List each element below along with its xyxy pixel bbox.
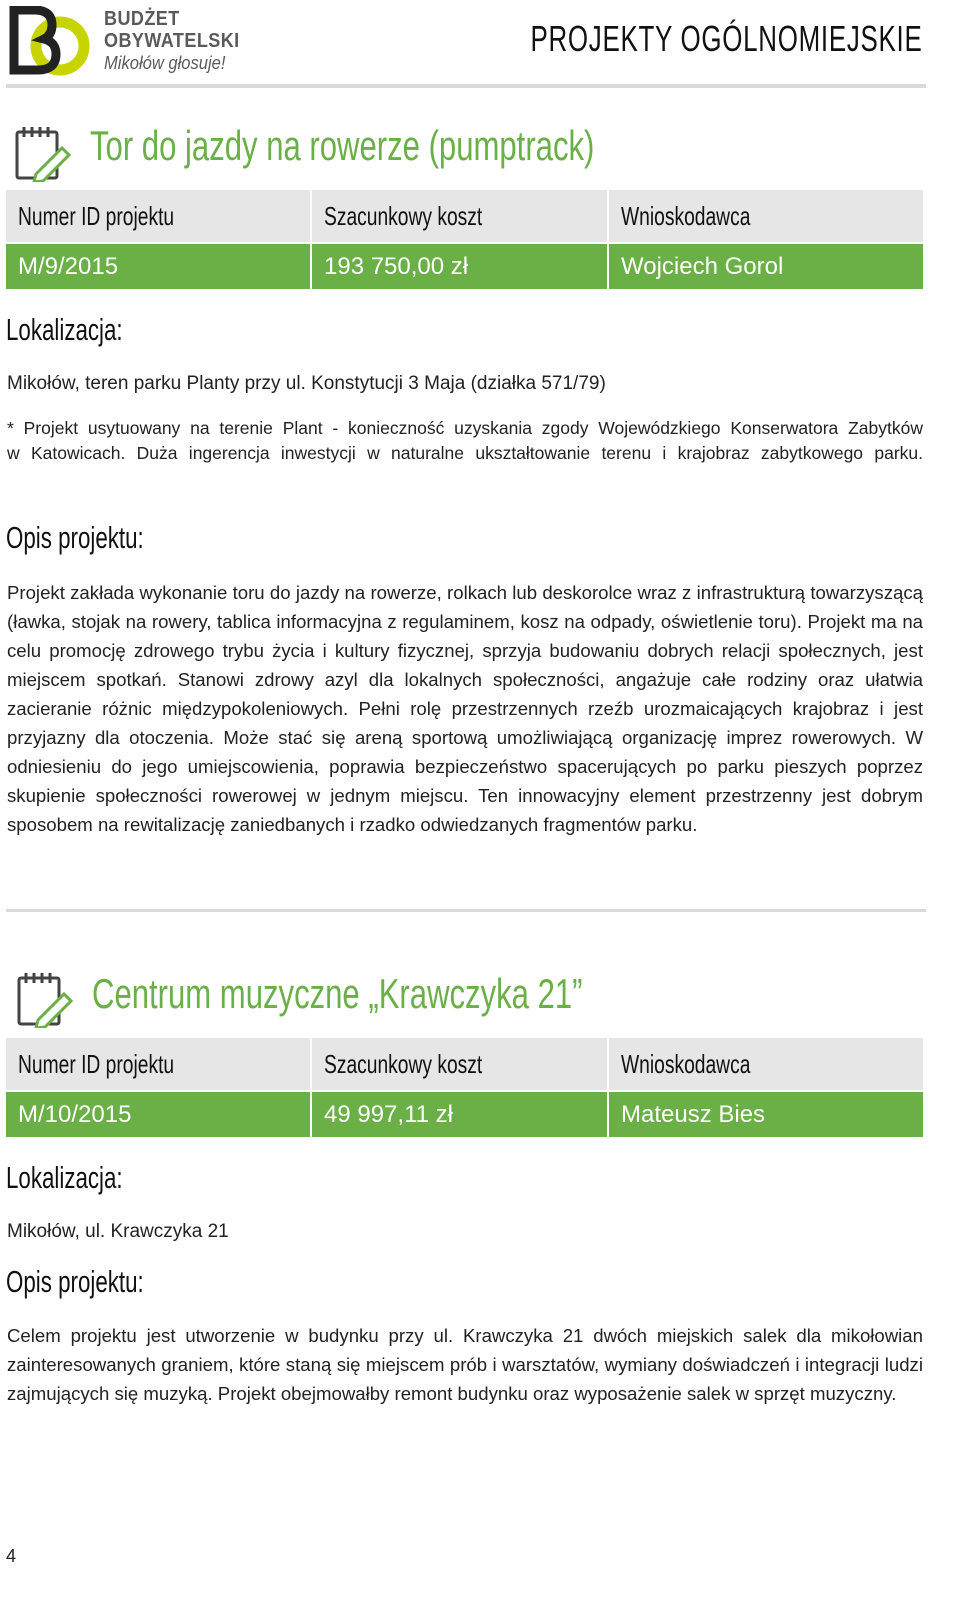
page-heading: PROJEKTY OGÓLNOMIEJSKIE bbox=[529, 18, 922, 59]
project-note-line1: * Projekt usytuowany na terenie Plant - konieczność uzyskania zgody Wojewódzkiego Konserwatora Zabytków bbox=[7, 418, 923, 438]
header-cost: Szacunkowy koszt bbox=[312, 190, 607, 242]
project-title: Centrum muzyczne „Krawczyka 21” bbox=[92, 970, 583, 1017]
project-applicant: Wojciech Gorol bbox=[609, 244, 923, 289]
location-text: Mikołów, teren parku Planty przy ul. Konstytucji 3 Maja (działka 571/79) bbox=[7, 373, 606, 394]
header-applicant: Wnioskodawca bbox=[609, 190, 923, 242]
project-note-line2: w Katowicach. Duża ingerencja inwestycji w naturalne ukształtowanie terenu i krajobraz zabytkowego parku. bbox=[7, 443, 923, 463]
project-description: Projekt zakłada wykonanie toru do jazdy na rowerze, rolkach lub deskorolce wraz z infrastrukturą towarzyszącą (ławka, stojak na rowery, tablica informacyjna z regulaminem, kosz na odpady, oświetlenie toru). Projekt ma na celu promocję zdrowego trybu życia i kultury fizycznej, sprzyja budowaniu dobrych relacji społecznych, jest miejscem spotkań. Stanowi zdrowy azyl dla lokalnych społeczności, angażuje całe rodziny oraz ułatwia zacieranie różnic międzypokoleniowych. Pełni rolę przestrzennych rzeźb urozmaicających krajobraz i jest przyjazny dla otoczenia. Może stać się areną sportową umożliwiającą organizację imprez rowerowych. W odniesieniu do jego umiejscowienia, poprawia bezpieczeństwo spacerujących po parku pieszych poprzez skupienie społeczności rowerowej w jednym miejscu. Ten innowacyjny element przestrzenny jest dobrym sposobem na rewitalizację zaniedbanych i rzadko odwiedzanych fragmentów parku. bbox=[7, 582, 923, 835]
project-title: Tor do jazdy na rowerze (pumptrack) bbox=[90, 122, 595, 169]
bo-logo-icon bbox=[8, 6, 98, 76]
page-number: 4 bbox=[6, 1546, 17, 1566]
header-applicant: Wnioskodawca bbox=[609, 1038, 923, 1090]
project-id: M/10/2015 bbox=[6, 1092, 310, 1137]
project-info-table bbox=[6, 190, 923, 289]
logo-text-line2: OBYWATELSKI bbox=[104, 30, 240, 52]
header-id: Numer ID projektu bbox=[6, 190, 310, 242]
description-label: Opis projektu: bbox=[6, 520, 144, 555]
project-applicant: Mateusz Bies bbox=[609, 1092, 923, 1137]
location-label: Lokalizacja: bbox=[6, 312, 123, 347]
location-label: Lokalizacja: bbox=[6, 1160, 123, 1195]
project-cost: 193 750,00 zł bbox=[312, 244, 607, 289]
header-cost: Szacunkowy koszt bbox=[312, 1038, 607, 1090]
notepad-pencil-icon bbox=[16, 970, 74, 1028]
section-divider bbox=[6, 909, 926, 912]
logo-text-line3: Mikołów głosuje! bbox=[104, 53, 226, 73]
project-id: M/9/2015 bbox=[6, 244, 310, 289]
description-label: Opis projektu: bbox=[6, 1264, 144, 1299]
location-text: Mikołów, ul. Krawczyka 21 bbox=[7, 1221, 229, 1242]
notepad-pencil-icon bbox=[14, 124, 72, 182]
header-divider bbox=[6, 84, 926, 88]
project-info-table bbox=[6, 1038, 923, 1137]
project-description: Celem projektu jest utworzenie w budynku przy ul. Krawczyka 21 dwóch miejskich salek dla mikołowian zainteresowanych graniem, które staną się miejscem prób i warsztatów, wymiany doświadczeń i integracji ludzi zajmujących się muzyką. Projekt obejmowałby remont budynku oraz wyposażenie salek w sprzęt muzyczny. bbox=[7, 1325, 923, 1404]
budget-logo bbox=[8, 6, 258, 76]
project-cost: 49 997,11 zł bbox=[312, 1092, 607, 1137]
header-id: Numer ID projektu bbox=[6, 1038, 310, 1090]
logo-text-line1: BUDŻET bbox=[104, 8, 180, 30]
